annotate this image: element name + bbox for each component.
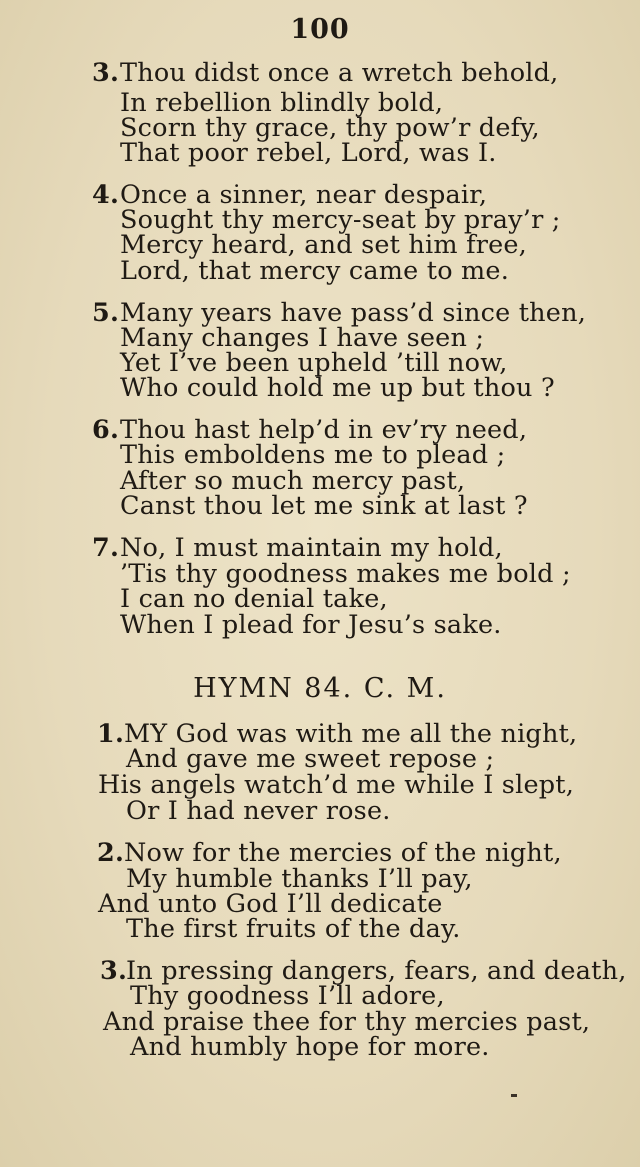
verse-line: Scorn thy grace, thy pow’r defy, [120, 113, 540, 143]
verse-number: 3. [92, 58, 120, 88]
verse-line: And unto God I’ll dedicate [98, 889, 443, 919]
verse-line: Lord, that mercy came to me. [120, 256, 510, 286]
verse-line: And praise thee for thy mercies past, [103, 1007, 591, 1037]
verse-line: ’Tis thy goodness makes me bold ; [120, 559, 571, 589]
verse-line: Canst thou let me sink at last ? [120, 491, 528, 521]
verse-line: In pressing dangers, fears, and death, [126, 956, 627, 986]
verse-number: 5. [92, 298, 120, 328]
verse-line: Or I had never rose. [126, 796, 391, 826]
hymn-title: HYMN 84. C. M. [193, 673, 447, 704]
page-number: 100 [290, 14, 350, 45]
verse-number: 6. [92, 415, 120, 445]
verse-number: 3. [100, 956, 128, 986]
verse-line: Who could hold me up but thou ? [120, 373, 555, 403]
verse-line: Once a sinner, near despair, [120, 180, 488, 210]
verse-line: My humble thanks I’ll pay, [126, 864, 473, 894]
verse-line: Thy goodness I’ll adore, [130, 981, 445, 1011]
verse-line: His angels watch’d me while I slept, [98, 770, 575, 800]
verse-line: Many years have pass’d since then, [120, 298, 587, 328]
verse-line: No, I must maintain my hold, [120, 533, 503, 563]
verse-line: Sought thy mercy-seat by pray’r ; [120, 205, 561, 235]
verse-line: Many changes I have seen ; [120, 323, 485, 353]
verse-number: 2. [97, 838, 125, 868]
verse-line: After so much mercy past, [120, 466, 466, 496]
verse-number: 4. [92, 180, 120, 210]
verse-line: MY God was with me all the night, [124, 719, 578, 749]
verse-line: This emboldens me to plead ; [120, 440, 506, 470]
verse-line: Yet I’ve been upheld ’till now, [120, 348, 508, 378]
verse-number: 1. [97, 719, 125, 749]
verse-line: And gave me sweet repose ; [126, 744, 495, 774]
verse-line: When I plead for Jesu’s sake. [120, 610, 502, 640]
verse-line: I can no denial take, [120, 584, 388, 614]
verse-line: In rebellion blindly bold, [120, 88, 444, 118]
ink-speck [511, 1094, 517, 1097]
verse-line: The first fruits of the day. [126, 914, 461, 944]
verse-number: 7. [92, 533, 120, 563]
verse-line: Thou hast help’d in ev’ry need, [120, 415, 528, 445]
verse-line: Now for the mercies of the night, [124, 838, 562, 868]
verse-line: That poor rebel, Lord, was I. [120, 138, 497, 168]
verse-line: Mercy heard, and set him free, [120, 230, 527, 260]
verse-line: Thou didst once a wretch behold, [120, 58, 559, 88]
verse-line: And humbly hope for more. [130, 1032, 490, 1062]
